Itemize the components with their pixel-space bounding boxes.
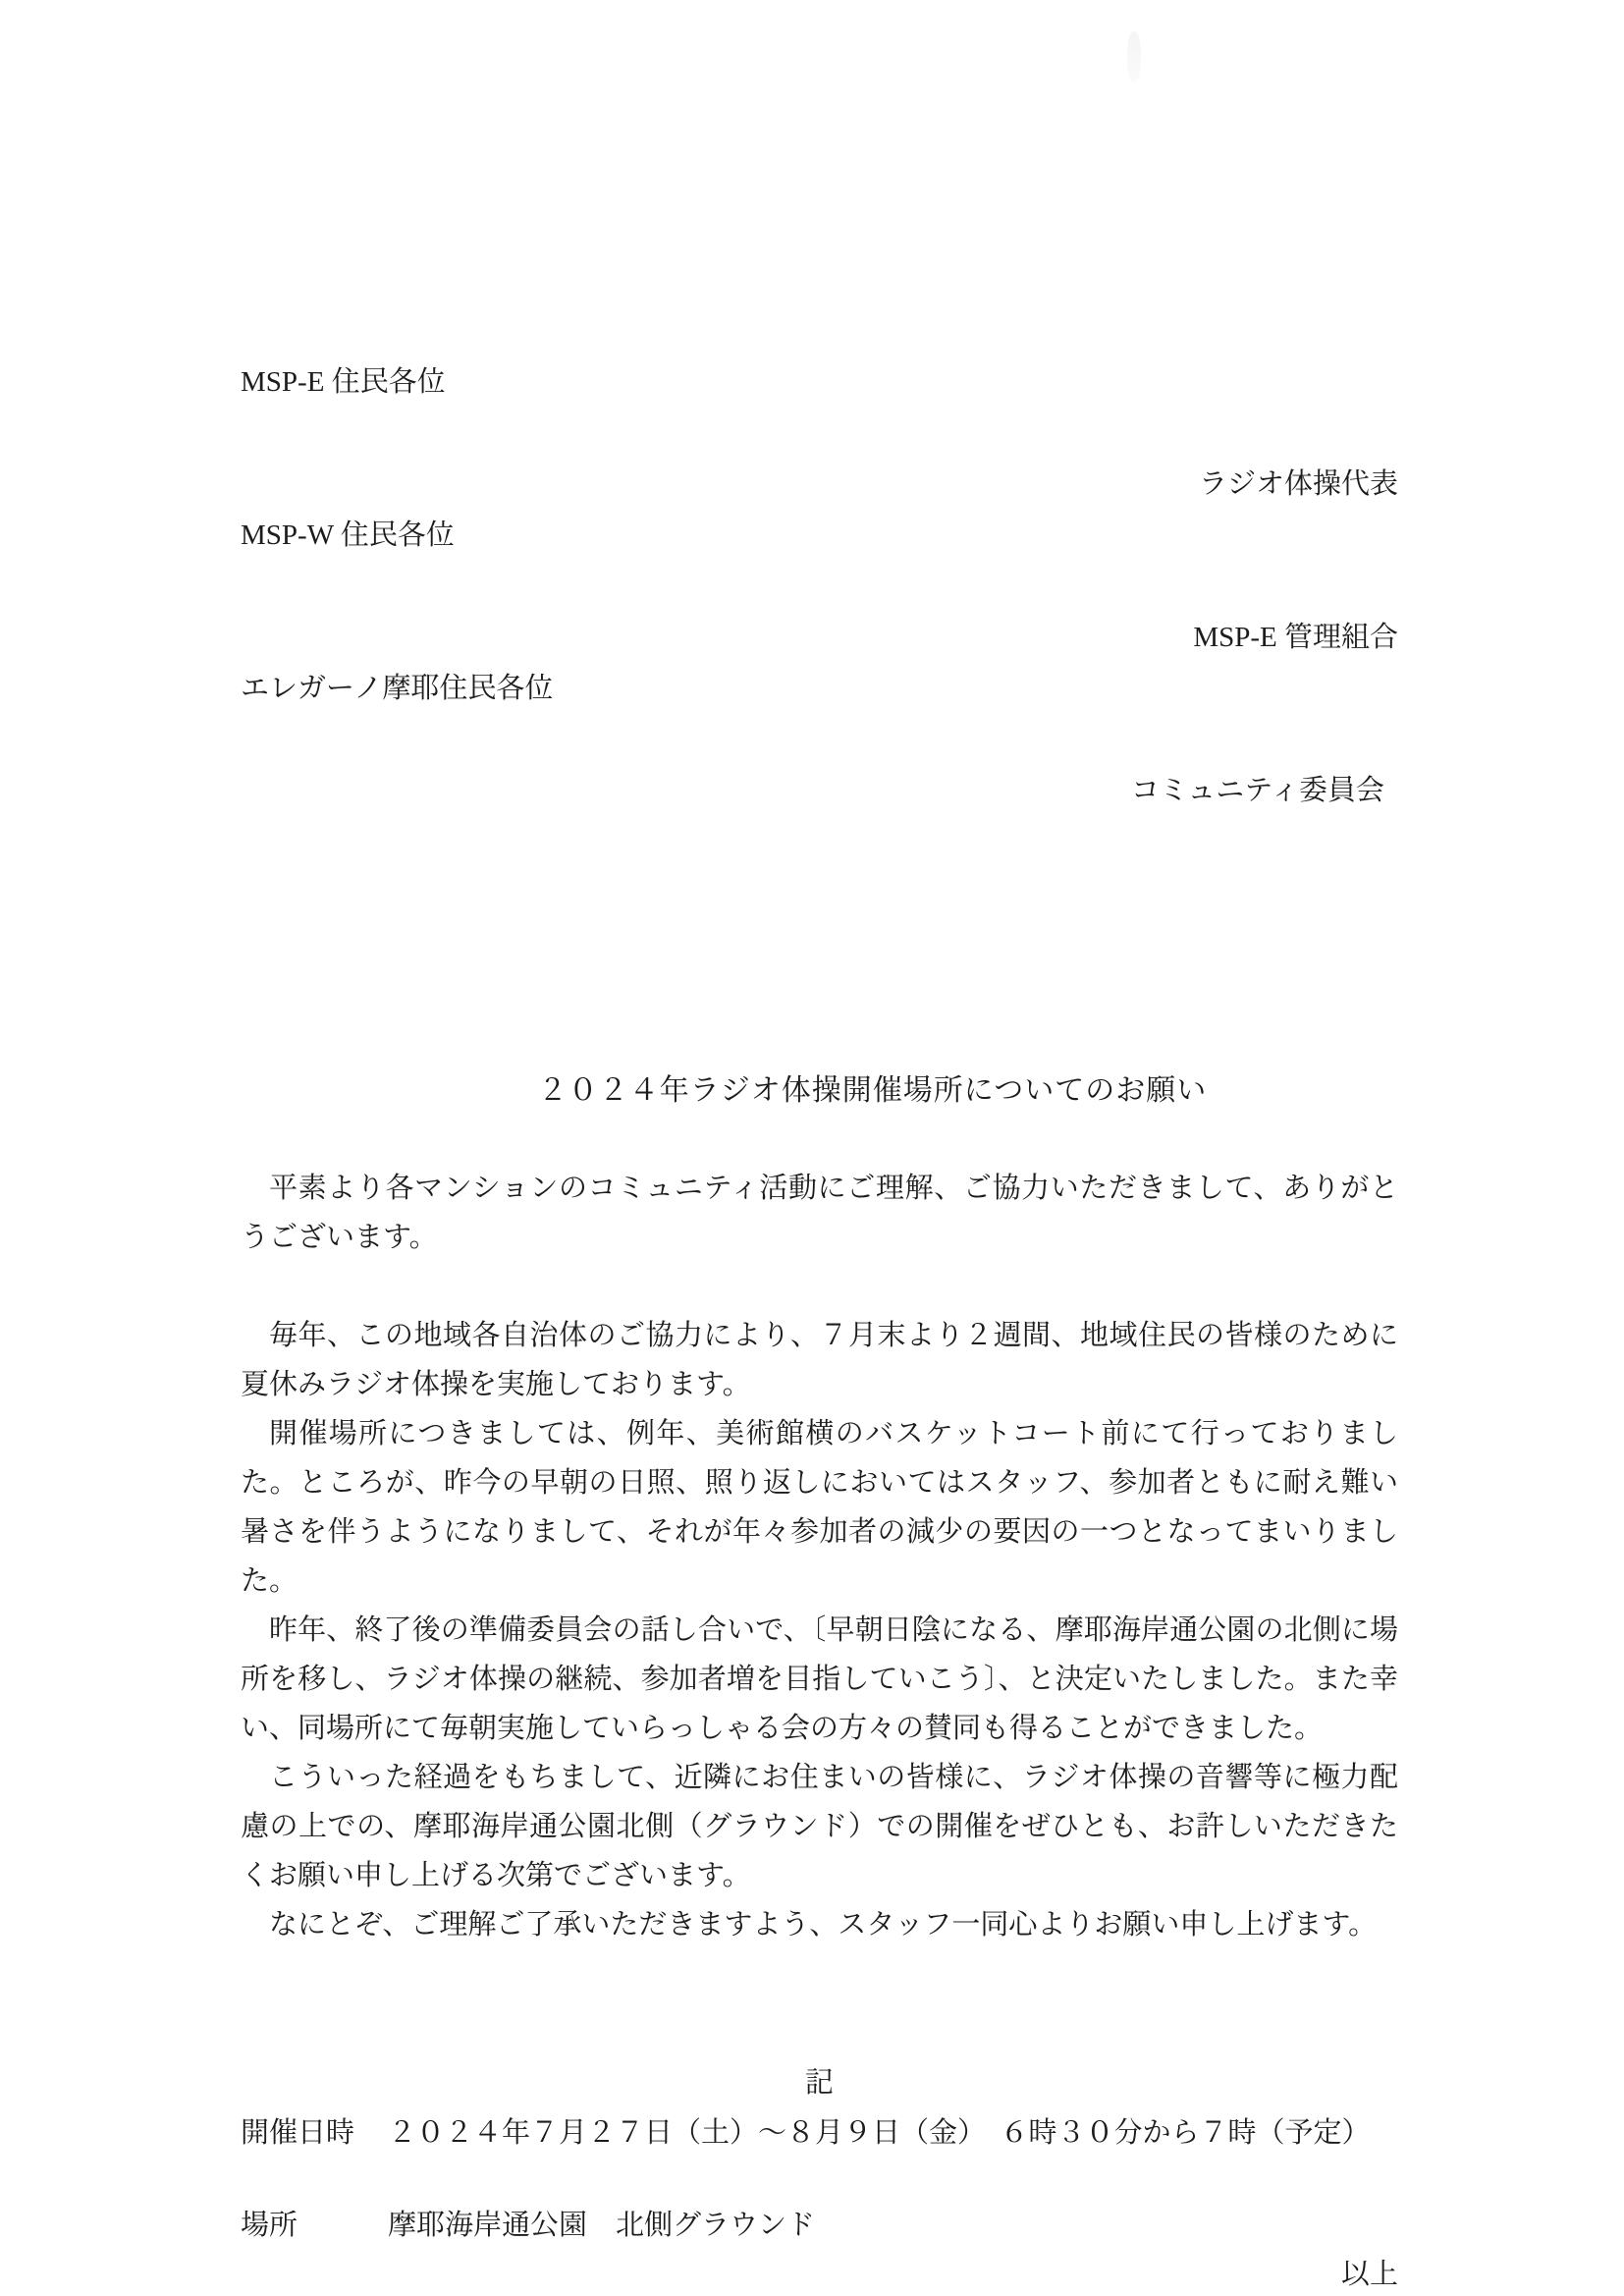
paragraph-committee-decision: 昨年、終了後の準備委員会の話し合いで、〔早朝日陰になる、摩耶海岸通公園の北側に場所を移し、ラジオ体操の継続、参加者増を目指していこう〕、と決定いたしました。また幸い、同場所にて毎朝実施していらっしゃる会の方々の賛同も得ることができました。	[241, 1614, 1398, 1744]
event-details	[241, 2108, 1398, 2250]
recipient-line: MSP-W 住民各位	[241, 519, 455, 551]
detail-row-datetime	[241, 2108, 1398, 2158]
sender-line: MSP-E 管理組合	[1193, 622, 1398, 653]
detail-value-datetime: ２０２４年７月２７日（土）～８月９日（金） ６時３０分から７時（予定）	[388, 2117, 1371, 2149]
notice-heading: 記	[804, 2067, 834, 2099]
scan-artifact	[1127, 31, 1141, 82]
recipient-line: MSP-E 住民各位	[241, 366, 446, 398]
sender-line: ラジオ体操代表	[1198, 468, 1398, 500]
sender-line: コミュニティ委員会	[1130, 775, 1384, 806]
recipient-block	[241, 254, 553, 816]
paragraph-final-appeal: なにとぞ、ご理解ご了承いただきますよう、スタッフ一同心よりお願い申し上げます。	[269, 1909, 1378, 1941]
recipient-line: エレガーノ摩耶住民各位	[241, 673, 554, 704]
paragraph-annual-event: 毎年、この地域各自治体のご協力により、７月末より２週間、地域住民の皆様のために夏休みラジオ体操を実施しております。	[241, 1320, 1398, 1400]
detail-row-place	[241, 2201, 1398, 2250]
letter-header	[241, 254, 1398, 918]
detail-label-place: 場所	[241, 2210, 298, 2241]
paragraph-previous-venue: 開催場所につきましては、例年、美術館横のバスケットコート前にて行っておりました。ところが、昨今の早朝の日照、照り返しにおいてはスタッフ、参加者ともに耐え難い暑さを伴うようになりまして、それが年々参加者の減少の要因の一つとなってまいりました。	[241, 1418, 1398, 1597]
paragraph-greeting: 平素より各マンションのコミュニティ活動にご理解、ご協力いただきまして、ありがとうございます。	[241, 1173, 1398, 1253]
detail-value-place: 摩耶海岸通公園 北側グラウンド	[388, 2210, 816, 2241]
closing-ijou: 以上	[1340, 2259, 1398, 2290]
letter-body	[241, 1164, 1398, 1949]
detail-label-datetime: 開催日時	[241, 2117, 355, 2149]
document-title: ２０２４年ラジオ体操開催場所についてのお願い	[537, 1074, 1208, 1107]
paragraph-request-permission: こういった経過をもちまして、近隣にお住まいの皆様に、ラジオ体操の音響等に極力配慮の上での、摩耶海岸通公園北側（グラウンド）での開催をぜひとも、お許しいただきたくお願い申し上げる次第でございます。	[241, 1762, 1398, 1891]
sender-block	[553, 356, 1398, 918]
